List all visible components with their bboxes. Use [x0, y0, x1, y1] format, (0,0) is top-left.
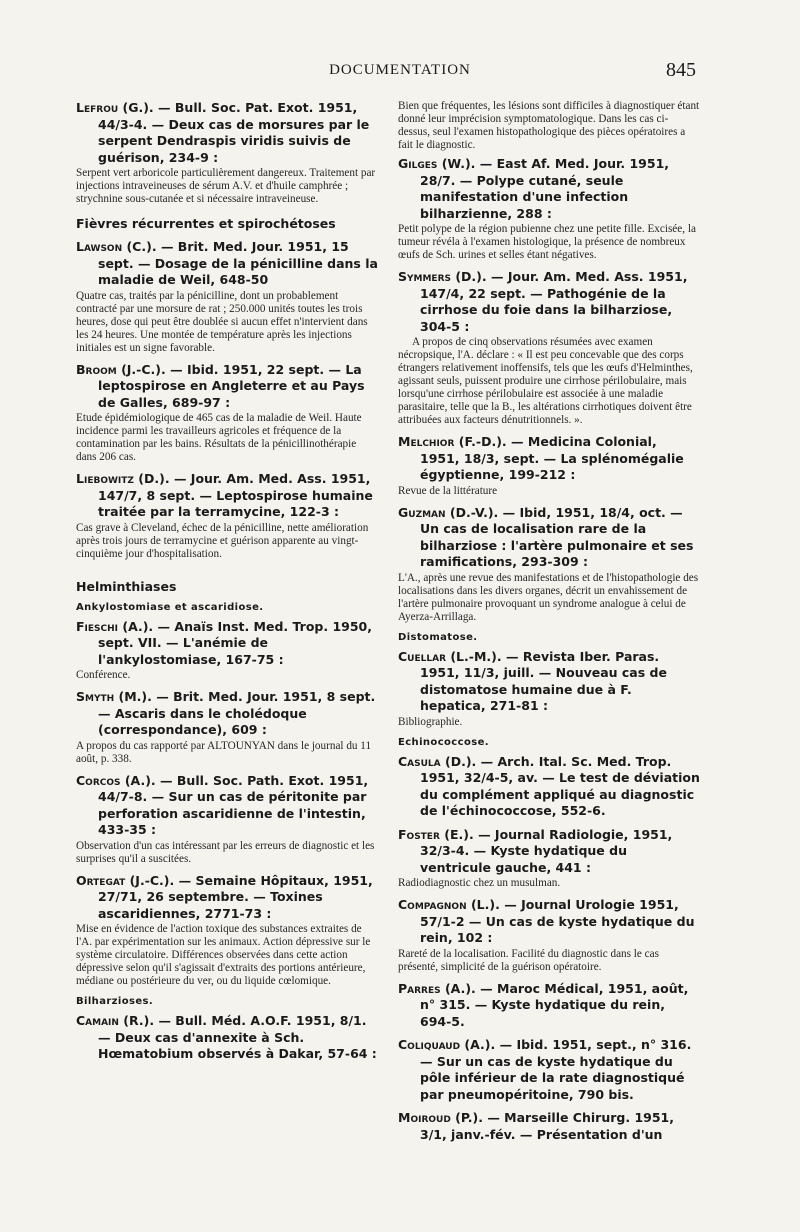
reference-entry — [398, 754, 700, 820]
author: Cuellar (L.-M.). — [398, 648, 502, 664]
reference-entry — [76, 239, 378, 355]
citation — [398, 434, 700, 484]
citation-details: — Anaïs Inst. Med. Trop. 1950, sept. VII. — L'anémie de l'ankylostomiase, 167-75 : — [98, 618, 373, 667]
abstract: Quatre cas, traités par la pénicilline, dont un probablement contracté par une morsure de rat ; 250.000 unités toutes les trois heures, dose qui peut être doublée si aucun effet n'intervient dans les 24 heures. Une montée de température après les injections initiales est un signe favorable. — [76, 289, 368, 354]
page-number: 845 — [666, 59, 696, 81]
citation-details: — Revista Iber. Paras. 1951, 11/3, juill. — Nouveau cas de distomatose humaine due à F. hepatica, 271-81 : — [420, 648, 667, 713]
abstract: Cas grave à Cleveland, échec de la pénicilline, nette amélioration après trois jours de terramycine et guérison apparente au vingt-cinquième jour d'hospitalisation. — [76, 521, 369, 560]
reference-entry — [398, 649, 700, 729]
subsection-heading: Ankylostomiase et ascaridiose. — [76, 601, 264, 613]
author: Casula (D.). — [398, 753, 477, 769]
abstract: Mise en évidence de l'action toxique des substances extraites de l'A. par expérimentation sur les animaux. Action dépressive sur le système circulatoire. Différences observées dans cette action dépressive selon qu'il s'agissait d'extraits des portions antérieure, médiane ou postérieure du ver, ou du liquide cœlomique. — [76, 923, 371, 987]
citation-details: — Jour. Am. Med. Ass. 1951, 147/4, 22 sept. — Pathogénie de la cirrhose du foie dans la bilharziose, 304-5 : — [420, 269, 688, 334]
author: Lawson (C.). — [76, 239, 157, 254]
citation — [76, 1013, 378, 1063]
citation-details: — Medicina Colonial, 1951, 18/3, sept. — La splénomégalie égyptienne, 199-212 : — [420, 434, 684, 482]
reference-entry — [76, 873, 378, 989]
author: Lefrou (G.). — [76, 100, 154, 115]
citation-details: — East Af. Med. Jour. 1951, 28/7. — Polype cutané, seule manifestation d'une infection bilharzienne, 288 : — [420, 156, 670, 221]
citation — [398, 1110, 700, 1143]
reference-entry — [398, 981, 700, 1031]
citation — [76, 619, 378, 669]
left-column — [76, 100, 378, 1070]
author: Moiroud (P.). — [398, 1110, 483, 1125]
citation — [76, 873, 378, 923]
author: Compagnon (L.). — [398, 897, 500, 912]
citation — [398, 827, 700, 877]
abstract: Bibliographie. — [398, 715, 463, 728]
citation — [76, 239, 378, 289]
reference-entry — [398, 1037, 700, 1103]
citation-details: — Bull. Soc. Path. Exot. 1951, 44/7-8. — Sur un cas de péritonite par perforation ascaridienne de l'intestin, 433-35 : — [98, 772, 369, 837]
citation-details: — Journal Urologie 1951, 57/1-2 — Un cas de kyste hydatique du rein, 102 : — [420, 897, 695, 945]
citation — [398, 981, 700, 1031]
reference-entry — [398, 156, 700, 262]
citation — [398, 156, 700, 222]
author: Coliquaud (A.). — [398, 1037, 496, 1052]
citation — [398, 897, 700, 947]
citation-details: — Maroc Médical, 1951, août, n° 315. — Kyste hydatique du rein, 694-5. — [420, 980, 689, 1029]
citation — [76, 773, 378, 839]
right-column — [398, 100, 700, 1150]
citation-details: — Ibid. 1951, 22 sept. — La leptospirose en Angleterre et au Pays de Galles, 689-97 : — [98, 361, 365, 410]
author: Camain (R.). — [76, 1013, 155, 1028]
reference-entry — [398, 897, 700, 974]
section-heading: Helminthiases — [76, 578, 177, 594]
abstract: Etude épidémiologique de 465 cas de la maladie de Weil. Haute incidence parmi les travailleurs agricoles et fréquence de la contamination par les bains. Résultats de la pénicillinothérapie dans 206 cas. — [76, 412, 362, 463]
reference-entry — [398, 269, 700, 427]
author: Melchior (F.-D.). — [398, 434, 507, 449]
author: Fieschi (A.). — [76, 618, 154, 634]
citation-details: — Brit. Med. Jour. 1951, 15 sept. — Dosage de la pénicilline dans la maladie de Weil, 648-50 — [98, 239, 378, 287]
reference-entry — [76, 471, 378, 561]
abstract: Radiodiagnostic chez un musulman. — [398, 877, 561, 889]
author: Smyth (M.). — [76, 689, 152, 704]
author: Parres (A.). — [398, 980, 476, 996]
citation-details: — Jour. Am. Med. Ass. 1951, 147/7, 8 sept. — Leptospirose humaine traitée par la terramycine, 122-3 : — [98, 471, 373, 519]
abstract: Serpent vert arboricole particulièrement dangereux. Traitement par injections intraveineuses de sérum A.V. et d'huile camphrée ; strychnine sous-cutanée et si nécessaire intraveineuse. — [76, 167, 376, 205]
continued-abstract: Bien que fréquentes, les lésions sont difficiles à diagnostiquer étant donné leur imprécision symptomatologique. Dans les cas ci-dessus, seul l'examen histopathologique des pièces opératoires a fait le diagnostic. — [398, 100, 700, 151]
abstract: Rareté de la localisation. Facilité du diagnostic dans le cas présenté, simplicité de la guérison opératoire. — [398, 947, 659, 973]
subsection-heading: Echinococcose. — [398, 736, 489, 748]
citation-details: — Bull. Méd. A.O.F. 1951, 8/1. — Deux cas d'annexite à Sch. Hœmatobium observés à Dakar, 57-64 : — [98, 1013, 377, 1061]
citation-details: — Ibid, 1951, 18/4, oct. — Un cas de localisation rare de la bilharziose : l'artère pulmonaire et ses ramifications, 293-309 : — [420, 504, 694, 569]
reference-entry — [76, 773, 378, 866]
author: Broom (J.-C.). — [76, 361, 166, 377]
reference-entry — [76, 619, 378, 683]
reference-entry — [76, 100, 378, 206]
author: Ortegat (J.-C.). — [76, 872, 175, 888]
reference-entry — [398, 1110, 700, 1143]
reference-entry — [398, 434, 700, 498]
reference-entry — [398, 505, 700, 624]
author: Corcos (A.). — [76, 772, 156, 788]
citation — [398, 269, 700, 335]
abstract: Petit polype de la région pubienne chez une petite fille. Excisée, la tumeur révéla à l'examen histologique, la présence de nombreux œufs de Sch. urines et selles étant négatives. — [398, 223, 696, 261]
citation — [76, 689, 378, 739]
author: Liebowitz (D.). — [76, 471, 170, 486]
citation-details: — Bull. Soc. Pat. Exot. 1951, 44/3-4. — Deux cas de morsures par le serpent Dendraspis viridis suivis de guérison, 234-9 : — [98, 100, 370, 165]
subsection-heading: Bilharzioses. — [76, 996, 154, 1007]
reference-entry — [76, 689, 378, 766]
reference-entry — [76, 1013, 378, 1063]
abstract: Observation d'un cas intéressant par les erreurs de diagnostic et les surprises qu'il a suscitées. — [76, 839, 375, 865]
citation-details: — Marseille Chirurg. 1951, 3/1, janv.-fév. — Présentation d'un — [420, 1110, 674, 1142]
citation — [76, 471, 378, 521]
subsection-heading: Distomatose. — [398, 631, 478, 643]
citation-details: — Journal Radiologie, 1951, 32/3-4. — Kyste hydatique du ventricule gauche, 441 : — [420, 826, 673, 875]
citation-details: — Arch. Ital. Sc. Med. Trop. 1951, 32/4-5, av. — Le test de déviation du complément appliqué au diagnostic de l'échinococcose, 552-6. — [420, 753, 700, 818]
citation-details: — Semaine Hôpitaux, 1951, 27/71, 26 septembre. — Toxines ascaridiennes, 2771-73 : — [98, 872, 373, 921]
author: Foster (E.). — [398, 826, 474, 842]
citation-details: — Brit. Med. Jour. 1951, 8 sept. — Ascaris dans le cholédoque (correspondance), 609 : — [98, 689, 376, 737]
section-heading: Fièvres récurrentes et spirochétoses — [76, 216, 336, 231]
citation — [398, 649, 700, 715]
running-title: DOCUMENTATION — [329, 62, 471, 78]
citation — [76, 362, 378, 412]
citation — [398, 754, 700, 820]
page-header — [0, 59, 800, 86]
author: Symmers (D.). — [398, 269, 487, 284]
author: Guzman (D.-V.). — [398, 504, 499, 520]
abstract: L'A., après une revue des manifestations et de l'histopathologie des localisations dans les divers organes, décrit un envahissement de l'artère pulmonaire provoquant un syndrome analogue à celui de Ayerza-Arrillaga. — [398, 571, 699, 623]
abstract: Revue de la littérature — [398, 484, 498, 497]
abstract: A propos de cinq observations résumées avec examen nécropsique, l'A. déclare : « Il est peu concevable que des corps étrangers relativement inoffensifs, tels que les œufs d'Helminthes, agissant seuls, puissent produire une cirrhose périlobulaire, mais lorsqu'une cirrhose périlobulaire est associée à une maladie parasitaire, telle que la B., les altérations cirrhotiques doivent être attribuées aux facteurs dénutritionnels. ». — [398, 336, 693, 426]
citation — [76, 100, 378, 166]
reference-entry — [76, 362, 378, 465]
reference-entry — [398, 827, 700, 891]
abstract: A propos du cas rapporté par ALTOUNYAN dans le journal du 11 août, p. 338. — [76, 739, 372, 765]
citation-details: — Ibid. 1951, sept., n° 316. — Sur un cas de kyste hydatique du pôle inférieur de la rate diagnostiqué par pneumopéritoine, 790 bis. — [420, 1037, 692, 1102]
citation — [398, 1037, 700, 1103]
citation — [398, 505, 700, 571]
author: Gilges (W.). — [398, 156, 476, 171]
abstract: Conférence. — [76, 669, 131, 681]
